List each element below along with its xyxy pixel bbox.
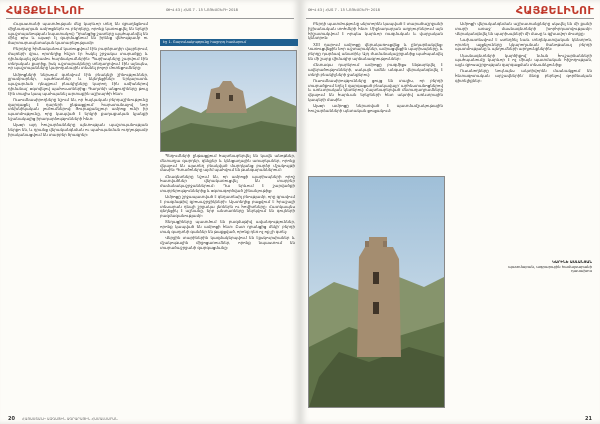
masthead-logo: ՀԱՅՔԵԼԻՆՈՒ xyxy=(6,4,85,17)
left-column-2 xyxy=(160,154,295,404)
right-page xyxy=(300,0,600,424)
paragraph: Հետագա դարերում ամրոցը բազմիցս ենթարկվել է ավերածությունների, սակայն ամեն անգամ վերականգնվել է տեղի բնակիչների ջանքերով։ xyxy=(308,62,443,77)
paragraph: Բերդերը հիմնականում կառուցվում էին բարձրադիր վայրերում, ժայռերի վրա, որտեղից հեշտ էր հսկել շրջակա տարածքը և դիմակայել թշնամու հարձակումներին։ Պարիսպները շարվում էին տեղական քարից, իսկ աշտարակները տեղադրվում էին այնպես, որ պաշտպանները կարողանային տեսնել բոլոր մոտեցումները։ xyxy=(8,46,148,71)
author-title: պատմաբան, ագրարային համալսարանի դասախոս xyxy=(508,263,592,274)
paragraph: Այսօր ամրոցը ներառված է պատմամշակութային հուշարձանների պետական ցուցակում։ xyxy=(308,103,443,113)
paragraph: Մասնագետների կարծիքով՝ նման հուշարձանների պահպանումը կարևոր է ոչ միայն պատմական հիշողության, այլև զբոսաշրջության զարգացման տեսանկյունից։ xyxy=(455,52,592,67)
paragraph: Այսօր այդ հուշարձանները պետության պաշտպանության ներքո են, և դրանց վերականգնման ու պահպանման ուղղությամբ իրականացվում են տարբեր ծրագրեր։ xyxy=(8,122,148,137)
paragraph: Ուսանողները նույնպես ակտիվորեն մասնակցում են հետազոտական արշավներին՝ ձեռք բերելով գործնական գիտելիքներ։ xyxy=(455,68,592,83)
page-number: 21 xyxy=(585,416,592,422)
right-column-1 xyxy=(308,22,443,172)
paragraph: Ամրոցը շրջապատված է գեղատեսիլ բնությամբ, որը գրավում է բազմաթիվ զբոսաշրջիկների։ Այստեղից բացվում է հրաշալի տեսարան դեպի շրջակա լեռներն ու հովիտները։ Հատկապես գեղեցիկ է աշնանը, երբ անտառները ներկվում են գույների բազմազանությամբ։ xyxy=(160,194,295,218)
paragraph: Վերջին տարիներին կազմակերպվում են էքսկուրսիաներ և մշակութային միջոցառումներ, որոնք նպաստում են տարածաշրջանի զարգացմանը։ xyxy=(160,235,295,250)
left-header xyxy=(6,4,294,19)
paragraph: Բերդի պատմությունը սերտորեն կապված է տարածաշրջանի իշխանական տոհմերի հետ։ Միջնադարյան աղբյուրներում այն հիշատակվում է որպես կարևոր ռազմական և վարչական կենտրոն։ xyxy=(308,22,443,41)
issue-line: ԹԻՎ 43 | ՀԱՏ 7 - 15 ՆՈՅԵՄԲԵՐԻ 2018 xyxy=(308,8,380,12)
castle-photo-left xyxy=(160,50,297,152)
paragraph: Ուսումնասիրությունները ցույց են տալիս, որ բերդի տարածքում եղել է զարգացած բնակավայր՝ արհեստանոցներով և առևտրական կետերով։ Հայտնաբերված մետաղադրամները վկայում են հարևան երկրների հետ ակտիվ առևտրային կապերի մասին։ xyxy=(308,77,443,102)
footer-text: ՀԱՅԱՍՏԱՆԻ ԱԶԳԱՅԻՆ ԱԳՐԱՐԱՅԻՆ ՀԱՄԱԼՍԱՐԱՆ xyxy=(22,417,118,421)
right-header xyxy=(306,4,594,19)
page-number: 20 xyxy=(8,416,15,422)
castle-ruins-photo-icon xyxy=(161,51,296,151)
paragraph: Հնագետները նշում են, որ ամրոցի պարիսպների որոշ հատվածներ վերակառուցվել են տարբեր ժամանակաշրջաններում։ Դա երևում է շարվածքի տարբերություններից և օգտագործված շինանյութից։ xyxy=(160,173,295,193)
castle-photo-right xyxy=(308,176,445,408)
issue-line: ԹԻՎ 43 | ՀԱՏ 7 - 15 ՆՈՅԵՄԲԵՐԻ 2018 xyxy=(166,8,238,12)
castle-tower-photo-icon xyxy=(309,177,444,407)
author-name: ԿԱՐԻՆԵ ԱՍԼԱՆՅԱՆ xyxy=(552,259,592,264)
section-banner: Էջ 1. Շարունակությունը հաջորդ համարում xyxy=(160,39,298,46)
paragraph: XIII դարում ամրոցը վերակառուցվեց և ընդարձակվեց։ Կառուցվեցին նոր աշտարակներ, ամրացվեցին պարիսպները, և բերդը դարձավ անառիկ։ Այդ ժամանակաշրջանից պահպանվել են մի շարք վիմագիր արձանագրություններ։ xyxy=(308,41,443,61)
paragraph: Նախատեսվում է ստեղծել նաև տեղեկատվական կենտրոն, որտեղ այցելուները կկարողանան ծանոթանալ բերդի պատմությանը և պեղումների արդյունքներին։ xyxy=(455,36,592,52)
left-column-1 xyxy=(8,22,148,402)
paragraph: Տեղացիները պատմում են բազմաթիվ ավանդություններ, որոնք կապված են ամրոցի հետ։ Ըստ դրանցից մեկի՝ բերդի տակ գաղտնի գանձեր են թաքցված, որոնք դեռ ոչ ոք չի գտել։ xyxy=(160,219,295,234)
masthead-logo: ՀԱՅՔԵԼԻՆՈՒ xyxy=(515,4,594,17)
paragraph: Ամրոցի վերականգնման աշխատանքները սկսվել են մի քանի տարի առաջ՝ մասնագետների խորհրդատվությամբ։ Վերականգնվել են պարիսպների մի մասը և գլխավոր մուտքը։ xyxy=(455,22,592,36)
paragraph: Հայաստանի պատմության մեջ կարևոր տեղ են զբաղեցնում միջնադարյան ամրոցներն ու բերդերը, որոնք կառուցվել են երկրի պաշտպանության նպատակով։ Դրանցից շատերը պահպանվել են մինչ օրս և այսօր էլ զարմացնում են իրենց վեհությամբ ու ճարտարապետական կատարելությամբ։ xyxy=(8,22,148,45)
paragraph: Պեղումների ընթացքում հայտնաբերվել են կավե անոթներ, մետաղյա զարդեր, զենքեր և կենցաղային առարկաներ, որոնք վկայում են այստեղ բնակված մարդկանց բարձր մշակույթի մասին։ Գտածոները այժմ պահվում են թանգարաններում։ xyxy=(160,154,295,173)
paragraph: Ամրոցների ներսում գտնվում էին բնակելի շինություններ, ջրամբարներ, պահեստներ և եկեղեցիներ։ Երկարատև պաշարման դեպքում բնակիչները կարող էին ամիսներով դիմանալ՝ օգտվելով պահուստներից։ Գաղտնի անցուղիները թույլ էին տալիս կապ պահպանել արտաքին աշխարհի հետ։ xyxy=(8,71,148,96)
photo-caption xyxy=(500,260,592,274)
paragraph: Ուսումնասիրողները նշում են, որ հայկական բերդաշինությունը զարգացել է դարերի ընթացքում՝ հարստանալով նոր տեխնիկական լուծումներով։ Յուրաքանչյուր ամրոց ունի իր պատմությունը, որը կապված է երկրի քաղաքական կյանքի նշանակալից իրադարձությունների հետ։ xyxy=(8,96,148,121)
right-column-2 xyxy=(455,22,592,252)
